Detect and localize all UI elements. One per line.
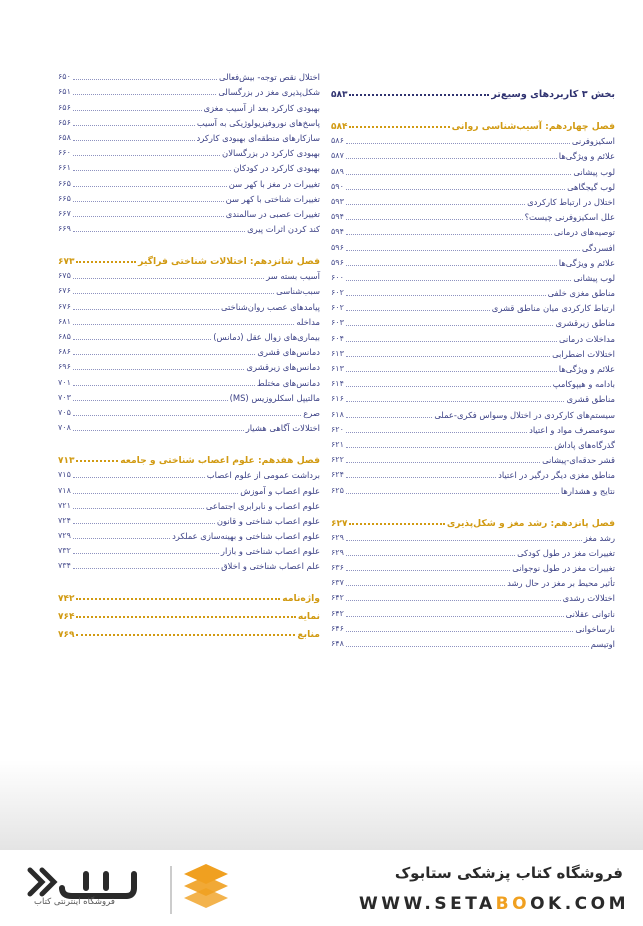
toc-entry[interactable] <box>331 208 615 223</box>
toc-entry-title: صرع <box>303 407 320 418</box>
dot-leader <box>346 143 570 144</box>
toc-entry[interactable] <box>331 284 615 299</box>
toc-page-number: ۷۰۵ <box>58 407 71 417</box>
toc-entry[interactable] <box>331 574 615 589</box>
dot-leader <box>346 477 496 478</box>
toc-entry-title: مناطق زیرقشری <box>555 318 615 329</box>
toc-entry-title: ارتباط کارکردی میان مناطق قشری <box>491 303 615 314</box>
toc-entry-title: تغییرات مغز در طول نوجوانی <box>512 563 615 574</box>
dot-leader <box>73 125 195 126</box>
dot-leader <box>76 598 280 600</box>
setabook-logo <box>26 862 256 920</box>
dot-leader <box>76 460 118 462</box>
toc-page-number: ۶۱۸ <box>331 409 344 419</box>
toc-page-number: ۶۷۵ <box>58 271 71 281</box>
store-footer <box>0 850 643 926</box>
toc-entry[interactable] <box>58 358 320 373</box>
dot-leader <box>346 174 571 175</box>
toc-page-number: ۷۴۲ <box>58 594 75 605</box>
toc-entry[interactable] <box>331 238 615 253</box>
toc-entry-title: مناطق مغزی خلفی <box>547 288 615 299</box>
toc-page-number: ۶۸۵ <box>58 332 71 341</box>
dot-leader <box>73 170 231 171</box>
dot-leader <box>346 325 554 326</box>
section-gap <box>58 434 320 448</box>
dot-leader <box>73 508 204 509</box>
toc-entry-title: ناتوانی عقلانی <box>565 608 615 619</box>
toc-entry-title: بخش ۳ کاربردهای وسیع‌تر <box>491 89 615 100</box>
toc-entry-title: منابع <box>297 629 320 641</box>
toc-entry-title: دمانس‌های قشری <box>257 347 320 358</box>
toc-entry-title: سیستم‌های کارکردی در اختلال وسواس فکری-عملی <box>434 409 615 420</box>
toc-page-number: ۶۱۶ <box>331 394 344 404</box>
toc-entry-title: تغییرات مغز در طول کودکی <box>517 547 615 558</box>
toc-entry[interactable] <box>331 360 615 375</box>
toc-page-number: ۶۵۰ <box>58 72 71 82</box>
toc-page-number: ۶۴۶ <box>331 623 344 633</box>
toc-entry[interactable] <box>331 559 615 574</box>
toc-entry[interactable] <box>58 68 320 83</box>
toc-entry-title: آسیب بسته سر <box>266 271 320 282</box>
toc-entry-title: فصل پانزدهم: رشد مغز و شکل‌پذیری <box>446 517 615 529</box>
dot-leader <box>73 415 301 416</box>
toc-entry[interactable] <box>331 162 615 177</box>
toc-page-number: ۶۲۴ <box>331 470 344 480</box>
dot-leader <box>346 540 582 541</box>
dot-leader <box>73 568 219 569</box>
toc-entry-title: گذرگاه‌های پاداش <box>554 439 615 450</box>
toc-page-number: ۵۹۴ <box>331 227 344 237</box>
toc-entry-title: بادامه و هیپوکامپ <box>552 379 615 390</box>
dot-leader <box>73 477 205 478</box>
dot-leader <box>346 250 580 251</box>
toc-page-number: ۶۱۳ <box>331 364 344 373</box>
toc-page-number: ۷۰۳ <box>58 392 71 402</box>
dot-leader <box>73 94 216 95</box>
toc-entry-title: بیماری‌های زوال عقل (دمانس) <box>213 332 320 342</box>
dot-leader <box>73 216 224 217</box>
toc-entry-title: مداخله <box>296 316 320 327</box>
toc-entry[interactable] <box>58 404 320 419</box>
toc-page-number: ۷۱۵ <box>58 470 71 480</box>
toc-page-number: ۶۴۸ <box>331 639 344 648</box>
dot-leader <box>346 600 561 601</box>
toc-entry[interactable] <box>331 451 615 466</box>
dot-leader <box>346 631 573 632</box>
dot-leader <box>346 371 557 372</box>
toc-entry-title: اسکیزوفرنی <box>571 136 615 147</box>
toc-entry-title: سوءمصرف مواد و اعتیاد <box>529 424 615 435</box>
toc-entry-title: اختلال در ارتباط کارکردی <box>527 196 615 207</box>
toc-page-number: ۷۱۳ <box>58 456 75 467</box>
toc-entry-title: پاسخ‌های نوروفیزیولوژیکی به آسیب <box>196 117 320 128</box>
toc-entry[interactable] <box>58 557 320 572</box>
logo-tagline: فروشگاه اینترنتی کتاب <box>34 897 115 907</box>
toc-page-number: ۶۹۶ <box>58 362 71 372</box>
toc-page-number: ۶۷۶ <box>58 286 71 296</box>
toc-entry[interactable] <box>331 604 615 619</box>
dot-leader <box>346 219 523 220</box>
toc-left-column <box>58 68 320 640</box>
dot-leader <box>349 94 489 96</box>
toc-page-number: ۶۲۹ <box>331 532 344 542</box>
toc-entry-title: افسردگی <box>581 242 615 253</box>
dot-leader <box>73 140 195 141</box>
dot-leader <box>73 186 227 187</box>
toc-entry-title: قشر حدقه‌ای-پیشانی <box>542 455 615 466</box>
toc-entry-title: لوب پیشانی <box>573 166 615 177</box>
toc-entry-title: اختلالات رشدی <box>562 593 615 604</box>
dot-leader <box>346 265 557 266</box>
toc-entry-title: اوتیسم <box>590 639 615 649</box>
toc-entry-title: تأثیر محیط بر مغز در حال رشد <box>507 578 615 589</box>
toc-page-number: ۶۰۳ <box>331 318 344 328</box>
dot-leader <box>76 261 136 263</box>
dot-leader <box>73 430 244 431</box>
section-gap <box>331 100 615 114</box>
toc-page-number: ۷۱۸ <box>58 485 71 495</box>
toc-entry[interactable] <box>58 313 320 328</box>
toc-entry[interactable] <box>331 544 615 559</box>
toc-page-number: ۶۱۳ <box>331 348 344 358</box>
toc-entry-title: نارساخوانی <box>575 623 615 634</box>
dot-leader <box>346 570 510 571</box>
toc-entry[interactable] <box>331 147 615 162</box>
dot-leader <box>346 234 552 235</box>
toc-entry[interactable] <box>58 159 320 174</box>
toc-entry-title: تغییرات شناختی با کهر سن <box>225 193 320 204</box>
toc-entry[interactable] <box>58 419 320 434</box>
dot-leader <box>73 385 255 386</box>
toc-page-number: ۶۲۲ <box>331 455 344 465</box>
toc-page-number: ۶۷۶ <box>58 301 71 311</box>
toc-chapter-heading[interactable] <box>331 114 615 132</box>
dot-leader <box>73 309 219 310</box>
dot-leader <box>73 278 264 279</box>
dot-leader <box>73 523 215 524</box>
dot-leader <box>73 231 245 232</box>
toc-entry-title: بهبودی کارکرد بعد از آسیب مغزی <box>203 102 320 113</box>
toc-entry[interactable] <box>331 299 615 314</box>
toc-chapter-heading[interactable] <box>58 604 320 622</box>
dot-leader <box>346 432 527 433</box>
toc-entry-title: بهبودی کارکرد در بزرگسالان <box>222 148 320 159</box>
toc-entry-title: واژه‌نامه <box>282 593 320 605</box>
toc-page-number: ۵۸۳ <box>331 90 348 100</box>
toc-entry[interactable] <box>58 527 320 542</box>
dot-leader <box>73 553 219 554</box>
toc-entry-title: لوب پیشانی <box>573 272 615 283</box>
dot-leader <box>73 79 217 80</box>
toc-entry-title: مالتیپل اسکلروزیس (MS) <box>229 392 320 403</box>
toc-entry[interactable] <box>58 373 320 388</box>
dot-leader <box>346 417 432 418</box>
dot-leader <box>346 204 525 205</box>
toc-page-number: ۵۸۴ <box>331 122 348 132</box>
toc-entry-title: علوم اعصاب و آموزش <box>240 485 320 496</box>
toc-page-number: ۶۵۶ <box>58 102 71 112</box>
toc-entry[interactable] <box>331 132 615 147</box>
toc-page-number: ۶۶۵ <box>58 178 71 188</box>
toc-entry-title: دمانس‌های مختلط <box>256 377 320 388</box>
toc-page-number: ۵۹۳ <box>331 196 344 206</box>
toc-entry-title: نمایه <box>297 611 320 623</box>
section-gap <box>58 572 320 586</box>
toc-page-number: ۵۹۶ <box>331 257 344 267</box>
toc-page-number: ۷۳۲ <box>58 546 71 556</box>
toc-entry[interactable] <box>331 529 615 544</box>
toc-entry-title: پیامدهای عصب روان‌شناختی <box>221 301 320 312</box>
page-shadow <box>0 760 643 850</box>
toc-entry[interactable] <box>58 220 320 235</box>
toc-page-number: ۶۰۲ <box>331 303 344 313</box>
toc-page-number: ۷۳۴ <box>58 561 71 571</box>
dot-leader <box>73 354 255 355</box>
dot-leader <box>346 555 515 556</box>
toc-entry-title: علوم اعصاب شناختی و قانون <box>216 515 320 526</box>
dot-leader <box>349 126 449 128</box>
dot-leader <box>346 310 490 311</box>
toc-page-number: ۶۲۹ <box>331 547 344 557</box>
dot-leader <box>73 493 238 494</box>
toc-entry-title: مداخلات درمانی <box>558 333 615 344</box>
toc-page-number: ۶۲۵ <box>331 485 344 495</box>
toc-entry-title: اختلالات آگاهی هشیار <box>245 423 320 434</box>
dot-leader <box>346 158 557 159</box>
toc-entry-title: فصل چهاردهم: آسیب‌شناسی روانی <box>451 121 615 132</box>
dot-leader <box>73 110 202 111</box>
toc-entry[interactable] <box>58 190 320 205</box>
dot-leader <box>73 324 294 325</box>
dot-leader <box>73 201 224 202</box>
toc-entry[interactable] <box>331 466 615 481</box>
toc-page-number: ۶۴۲ <box>331 593 344 603</box>
dot-leader <box>346 280 571 281</box>
dot-leader <box>346 189 565 190</box>
toc-page-number: ۵۹۶ <box>331 242 344 252</box>
dot-leader <box>76 634 295 636</box>
toc-page-number: ۶۵۸ <box>58 132 71 142</box>
toc-entry[interactable] <box>58 114 320 129</box>
toc-page-number: ۶۲۱ <box>331 439 344 449</box>
dot-leader <box>346 646 589 647</box>
toc-page-number: ۵۹۴ <box>331 212 344 222</box>
toc-entry-title: توصیه‌های درمانی <box>553 227 615 238</box>
toc-entry[interactable] <box>58 267 320 282</box>
toc-page-number: ۶۰۴ <box>331 333 344 343</box>
toc-entry[interactable] <box>331 421 615 436</box>
toc-entry[interactable] <box>58 512 320 527</box>
toc-page-number: ۶۶۰ <box>58 148 71 158</box>
toc-entry[interactable] <box>58 343 320 358</box>
dot-leader <box>73 293 274 294</box>
toc-chapter-heading[interactable] <box>58 448 320 466</box>
toc-entry-title: علائم و ویژگی‌ها <box>558 151 615 162</box>
toc-entry-title: تغییرات در مغز با کهر سن <box>228 178 320 189</box>
toc-page-number: ۷۲۹ <box>58 531 71 541</box>
dot-leader <box>73 369 245 370</box>
toc-page-number: ۶۶۵ <box>58 193 71 203</box>
dot-leader <box>346 356 550 357</box>
store-url[interactable]: WWW.SETABOOK.COM <box>359 894 629 914</box>
toc-page-number: ۶۴۲ <box>331 608 344 618</box>
toc-entry[interactable] <box>58 389 320 404</box>
toc-right-column <box>331 82 615 650</box>
dot-leader <box>73 400 228 401</box>
toc-page-number: ۶۶۱ <box>58 163 71 173</box>
toc-page-number: ۵۹۰ <box>331 181 344 191</box>
toc-entry-title: علائم و ویژگی‌ها <box>558 364 615 374</box>
toc-entry-title: لوب گیجگاهی <box>567 181 615 192</box>
toc-entry-title: علوم اعصاب شناختی و بازار <box>220 546 320 557</box>
toc-entry-title: اختلال نقص توجه- بیش‌فعالی <box>219 72 320 83</box>
dot-leader <box>73 339 211 340</box>
toc-entry[interactable] <box>58 83 320 98</box>
toc-entry[interactable] <box>331 314 615 329</box>
dot-leader <box>346 585 505 586</box>
toc-entry-title: علم اعصاب شناختی و اخلاق <box>221 561 320 572</box>
dot-leader <box>346 447 552 448</box>
toc-entry[interactable] <box>331 223 615 238</box>
toc-entry[interactable] <box>331 375 615 390</box>
toc-page-number: ۶۷۳ <box>58 257 75 268</box>
dot-leader <box>346 401 565 402</box>
toc-entry[interactable] <box>58 205 320 220</box>
dot-leader <box>346 295 546 296</box>
toc-page-number: ۶۵۶ <box>58 117 71 127</box>
toc-page-number: ۷۲۴ <box>58 515 71 525</box>
toc-chapter-heading[interactable] <box>58 622 320 640</box>
toc-entry[interactable] <box>58 282 320 297</box>
toc-entry-title: فصل هفدهم: علوم اعصاب شناختی و جامعه <box>120 455 320 467</box>
toc-entry-title: برداشت عمومی از علوم اعصاب <box>206 470 320 481</box>
toc-entry[interactable] <box>331 405 615 420</box>
toc-entry[interactable] <box>331 620 615 635</box>
toc-entry-title: مناطق مغزی دیگر درگیر در اعتیاد <box>498 470 615 481</box>
dot-leader <box>346 462 540 463</box>
toc-chapter-heading[interactable] <box>58 586 320 604</box>
toc-entry-title: بهبودی کارکرد در کودکان <box>233 163 320 174</box>
toc-entry-title: علوم اعصاب شناختی و بهینه‌سازی عملکرد <box>172 531 320 542</box>
toc-chapter-heading[interactable] <box>58 249 320 267</box>
toc-page-number: ۶۰۰ <box>331 272 344 282</box>
toc-entry[interactable] <box>58 98 320 113</box>
toc-entry[interactable] <box>331 635 615 650</box>
toc-entry-title: اختلالات اضطرابی <box>552 348 615 359</box>
toc-page-number: ۷۰۸ <box>58 423 71 433</box>
toc-entry-title: سبب‌شناسی <box>276 286 320 297</box>
toc-entry[interactable] <box>331 345 615 360</box>
toc-part-heading[interactable] <box>331 82 615 100</box>
toc-page-number: ۵۸۶ <box>331 136 344 146</box>
toc-entry[interactable] <box>58 328 320 343</box>
dot-leader <box>346 616 564 617</box>
toc-entry-title: کند کردن اثرات پیری <box>247 224 320 235</box>
toc-page-number: ۶۱۴ <box>331 379 344 389</box>
toc-entry[interactable] <box>58 497 320 512</box>
toc-entry[interactable] <box>58 144 320 159</box>
toc-entry[interactable] <box>58 174 320 189</box>
toc-entry[interactable] <box>58 129 320 144</box>
toc-entry-title: رشد مغز <box>583 532 615 543</box>
toc-page-number: ۶۳۷ <box>331 578 344 588</box>
toc-entry[interactable] <box>331 329 615 344</box>
toc-entry[interactable] <box>331 269 615 284</box>
toc-chapter-heading[interactable] <box>331 511 615 529</box>
toc-page-number: ۶۲۰ <box>331 424 344 434</box>
toc-page-number: ۶۶۷ <box>58 208 71 218</box>
toc-entry-title: سازکارهای منطقه‌ای بهبودی کارکرد <box>196 132 320 143</box>
toc-entry[interactable] <box>331 589 615 604</box>
dot-leader <box>73 538 170 539</box>
toc-page-number: ۶۶۹ <box>58 224 71 234</box>
section-gap <box>331 497 615 511</box>
dot-leader <box>73 155 220 156</box>
dot-leader <box>346 386 551 387</box>
toc-entry-title: نتایج و هشدارها <box>560 485 615 496</box>
toc-page-number: ۶۸۱ <box>58 316 71 326</box>
toc-entry-title: دمانس‌های زیرقشری <box>246 362 320 373</box>
toc-entry-title: مناطق قشری <box>566 394 615 405</box>
store-name: فروشگاه کتاب پزشکی ستابوک <box>394 864 623 882</box>
toc-entry[interactable] <box>58 297 320 312</box>
toc-entry[interactable] <box>331 254 615 269</box>
toc-page-number: ۵۸۷ <box>331 151 344 161</box>
toc-entry[interactable] <box>58 466 320 481</box>
toc-entry[interactable] <box>331 178 615 193</box>
toc-page-number: ۶۳۶ <box>331 563 344 573</box>
section-gap <box>58 235 320 249</box>
toc-entry-title: تغییرات عصبی در سالمندی <box>225 208 320 219</box>
dot-leader <box>346 493 559 494</box>
toc-entry[interactable] <box>331 390 615 405</box>
toc-page-number: ۶۸۶ <box>58 347 71 357</box>
toc-entry[interactable] <box>331 481 615 496</box>
toc-page-number: ۶۰۲ <box>331 288 344 298</box>
toc-entry-title: علل اسکیزوفرنی چیست؟ <box>524 212 615 223</box>
toc-page-number: ۵۸۹ <box>331 166 344 176</box>
toc-page-number: ۷۶۹ <box>58 630 75 641</box>
toc-page-number: ۷۲۱ <box>58 500 71 510</box>
toc-page-number: ۷۰۱ <box>58 377 71 387</box>
toc-page-number: ۶۲۷ <box>331 518 348 529</box>
toc-entry-title: علائم و ویژگی‌ها <box>558 257 615 268</box>
toc-entry-title: فصل شانزدهم: اختلالات شناختی فراگیر <box>138 256 320 268</box>
toc-entry[interactable] <box>58 481 320 496</box>
toc-entry-title: شکل‌پذیری مغز در بزرگسالی <box>218 87 320 98</box>
toc-page-number: ۶۵۱ <box>58 87 71 97</box>
toc-entry-title: علوم اعصاب و نابرابری اجتماعی <box>205 500 320 511</box>
toc-page-number: ۷۶۴ <box>58 612 75 623</box>
dot-leader <box>346 341 557 342</box>
toc-entry[interactable] <box>331 193 615 208</box>
toc-entry[interactable] <box>58 542 320 557</box>
toc-entry[interactable] <box>331 436 615 451</box>
dot-leader <box>76 616 295 618</box>
dot-leader <box>349 523 444 525</box>
